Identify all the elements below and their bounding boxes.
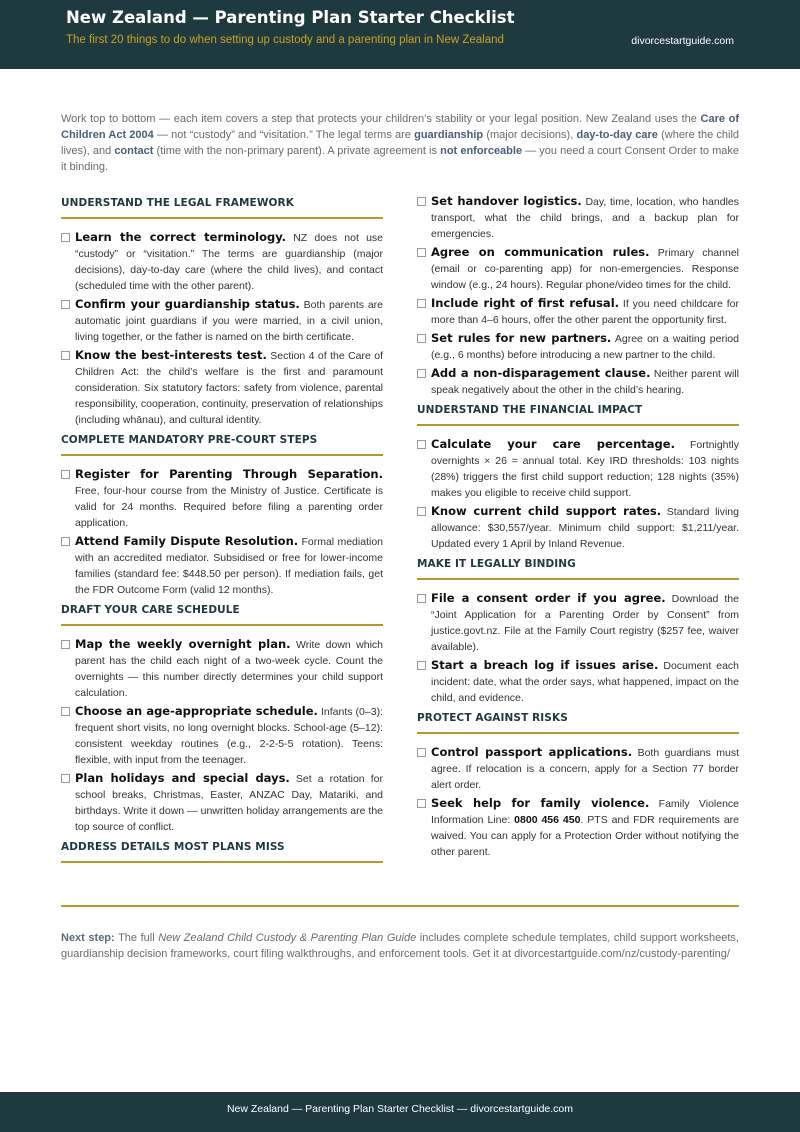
checkbox[interactable] <box>417 799 426 808</box>
checklist-item <box>61 466 383 531</box>
item-description-text: 0800 456 450 <box>514 814 581 826</box>
checklist-item <box>417 503 739 552</box>
site-name: divorcestartguide.com <box>631 35 734 47</box>
section-heading: PROTECT AGAINST RISKS <box>417 708 739 734</box>
item-description-text: Both parents are automatic joint guardians if you were married, in a civil union, living together, or the father is named on the birth certificate. <box>75 299 384 343</box>
item-description-text: Free, four-hour course from the Ministry of Justice. Certificate is valid for 24 months. Required before filing a parenting order application. <box>75 485 383 529</box>
item-description-text: Set a rotation for school breaks, Christmas, Easter, ANZAC Day, Matariki, and birthdays. Write it down — unwritten holiday arrangements are the top source of conflict. <box>75 773 383 833</box>
item-title: Agree on communication rules. <box>431 245 650 259</box>
item-description-text: If you need childcare for more than 4–6 hours, offer the other parent the opportunity first. <box>431 298 739 326</box>
checkbox[interactable] <box>417 748 426 757</box>
item-title: Seek help for family violence. <box>431 796 650 810</box>
item-description-text: Download the “Joint Application for a Parenting Order by Consent” from justice.govt.nz. File at the Family Court registry ($257 fee, waiver available). <box>431 593 739 653</box>
item-title: Control passport applications. <box>431 745 633 759</box>
intro-text: Care of Children Act 2004 <box>61 113 739 141</box>
intro-text: Work top to bottom — each item covers a step that protects your children’s stability or your legal position. New Zealand uses the <box>61 113 701 125</box>
section-heading: MAKE IT LEGALLY BINDING <box>417 554 739 580</box>
checklist-item <box>61 533 383 598</box>
item-description-text: Standard living allowance: $30,557/year. Minimum child support: $1,211/year. Updated every 1 April by Inland Revenue. <box>431 506 739 550</box>
item-description-text: Formal mediation with an accredited mediator. Subsidised or free for lower-income families (standard fee: $448.50 per person). If mediation fails, get the FDR Outcome Form (valid 12 months). <box>75 536 383 596</box>
item-title: Choose an age-appropriate schedule. <box>75 704 318 718</box>
section-heading: ADDRESS DETAILS MOST PLANS MISS <box>61 837 383 863</box>
checkbox[interactable] <box>61 537 70 546</box>
item-title: Set rules for new partners. <box>431 331 612 345</box>
section-heading: DRAFT YOUR CARE SCHEDULE <box>61 600 383 626</box>
checkbox[interactable] <box>417 661 426 670</box>
intro-paragraph <box>61 111 739 175</box>
item-description-text: Write down which parent has the child each night of a two-week cycle. Count the overnights — this number directly determines your child support calculation. <box>75 639 384 699</box>
item-title: Start a breach log if issues arise. <box>431 658 659 672</box>
footer-text: New Zealand — Parenting Plan Starter Checklist — divorcestartguide.com <box>226 1103 574 1115</box>
item-description <box>75 485 383 529</box>
checkbox[interactable] <box>417 334 426 343</box>
intro-text: — you need a court Consent Order to make it binding. <box>61 145 740 173</box>
item-title: Calculate your care percentage. <box>431 437 675 451</box>
right-column <box>417 193 739 862</box>
intro-text: contact <box>114 145 154 157</box>
intro-text: not enforceable <box>440 145 523 157</box>
page-footer <box>0 1092 800 1132</box>
checklist-item <box>61 636 383 701</box>
item-title: Include right of first refusal. <box>431 296 619 310</box>
checklist-item <box>417 295 739 328</box>
checkbox[interactable] <box>61 707 70 716</box>
checklist-item <box>61 703 383 768</box>
checkbox[interactable] <box>417 507 426 516</box>
item-description-text: Agree on a waiting period (e.g., 6 months) before introducing a new partner to the child. <box>431 333 739 361</box>
item-title: Map the weekly overnight plan. <box>75 637 291 651</box>
item-description-text: Day, time, location, who handles transport, what the child brings, and a backup plan for emergencies. <box>431 196 739 240</box>
guide-title: New Zealand Child Custody & Parenting Plan Guide <box>158 932 417 944</box>
checkbox[interactable] <box>417 248 426 257</box>
intro-text: guardianship <box>414 129 484 141</box>
page-header <box>0 0 800 69</box>
checklist-item <box>417 436 739 501</box>
checklist-item <box>417 193 739 242</box>
checkbox[interactable] <box>61 640 70 649</box>
item-description-text: Primary channel (email or co-parenting app) for non-emergencies. Response window (e.g., 24 hours). Regular phone/video times for the child. <box>431 247 740 291</box>
next-step-note <box>61 930 739 962</box>
item-title: Know current child support rates. <box>431 504 662 518</box>
item-title: Learn the correct terminology. <box>75 230 287 244</box>
left-column <box>61 193 383 873</box>
intro-text: (time with the non-primary parent). A private agreement is <box>153 145 441 157</box>
section-heading: COMPLETE MANDATORY PRE-COURT STEPS <box>61 430 383 456</box>
checkbox[interactable] <box>417 197 426 206</box>
item-description-text: Family Violence Information Line: <box>431 798 740 826</box>
checklist-item <box>417 330 739 363</box>
next-step-pre: The full <box>114 932 159 944</box>
intro-text: — not “custody” and “visitation.” The legal terms are <box>153 129 415 141</box>
item-description-text: Neither parent will speak negatively about the other in the child’s hearing. <box>431 368 739 396</box>
checklist-item <box>417 657 739 706</box>
item-title: Set handover logistics. <box>431 194 582 208</box>
section-heading: UNDERSTAND THE LEGAL FRAMEWORK <box>61 193 383 219</box>
checkbox[interactable] <box>417 594 426 603</box>
item-description-text: Infants (0–3): frequent short visits, no long overnight blocks. School-age (5–12): consistent weekday routines (e.g., 2-2-5-5 rotation). Teens: flexible, with input from the teenager. <box>75 706 383 766</box>
checkbox[interactable] <box>417 440 426 449</box>
item-title: Confirm your guardianship status. <box>75 297 300 311</box>
item-description-text: NZ does not use “custody” or “visitation.” The terms are guardianship (major decisions), day-to-day care (where the child lives), and contact (scheduled time with the other parent). <box>75 232 383 292</box>
section-divider <box>61 905 739 907</box>
item-description-text: Both guardians must agree. If relocation is a concern, apply for a Section 77 border alert order. <box>431 747 739 791</box>
item-title: Add a non-disparagement clause. <box>431 366 651 380</box>
intro-text: (where the child lives), and <box>61 129 739 157</box>
section-heading: UNDERSTAND THE FINANCIAL IMPACT <box>417 400 739 426</box>
page-title: New Zealand — Parenting Plan Starter Checklist <box>66 8 515 27</box>
checkbox[interactable] <box>417 369 426 378</box>
checklist-item <box>417 795 739 860</box>
checkbox[interactable] <box>61 774 70 783</box>
item-title: Register for Parenting Through Separation. <box>75 467 383 481</box>
item-title: Attend Family Dispute Resolution. <box>75 534 299 548</box>
checklist-item <box>417 244 739 293</box>
checklist-item <box>61 347 383 428</box>
intro-text: day-to-day care <box>576 129 658 141</box>
checklist-item <box>61 770 383 835</box>
next-step-post: includes complete schedule templates, child support worksheets, guardianship decision frameworks, court filing walkthroughs, and enforcement tools. Get it at divorcestartguide.com/nz/custody-parenting/ <box>61 932 739 960</box>
item-title: File a consent order if you agree. <box>431 591 666 605</box>
checkbox[interactable] <box>61 470 70 479</box>
item-description-text: . PTS and FDR requirements are waived. You can apply for a Protection Order without notifying the other parent. <box>431 814 739 858</box>
page-subtitle: The first 20 things to do when setting up custody and a parenting plan in New Zealand <box>66 34 504 46</box>
checklist-item <box>417 744 739 793</box>
checklist-item <box>61 296 383 345</box>
intro-text: (major decisions), <box>483 129 577 141</box>
checkbox[interactable] <box>417 299 426 308</box>
checkbox[interactable] <box>61 300 70 309</box>
checkbox[interactable] <box>61 233 70 242</box>
checklist-item <box>61 229 383 294</box>
item-title: Plan holidays and special days. <box>75 771 290 785</box>
item-description-text: Document each incident: date, what the order says, what happened, impact on the child, and evidence. <box>431 660 740 704</box>
next-step-label: Next step: <box>61 932 115 944</box>
checklist-item <box>417 590 739 655</box>
checkbox[interactable] <box>61 351 70 360</box>
item-description-text: Section 4 of the Care of Children Act: the child’s welfare is the first and paramount consideration. Six statutory factors: safety from violence, parental responsibility, cooperation, continuity, preservation of relationships (including whānau), and cultural identity. <box>75 350 383 426</box>
checklist-item <box>417 365 739 398</box>
item-description-text: Fortnightly overnights × 26 = annual total. Key IRD thresholds: 103 nights (28%) triggers the first child support reduction; 128 nights (35%) makes you eligible to receive child support. <box>431 439 740 499</box>
item-title: Know the best-interests test. <box>75 348 267 362</box>
